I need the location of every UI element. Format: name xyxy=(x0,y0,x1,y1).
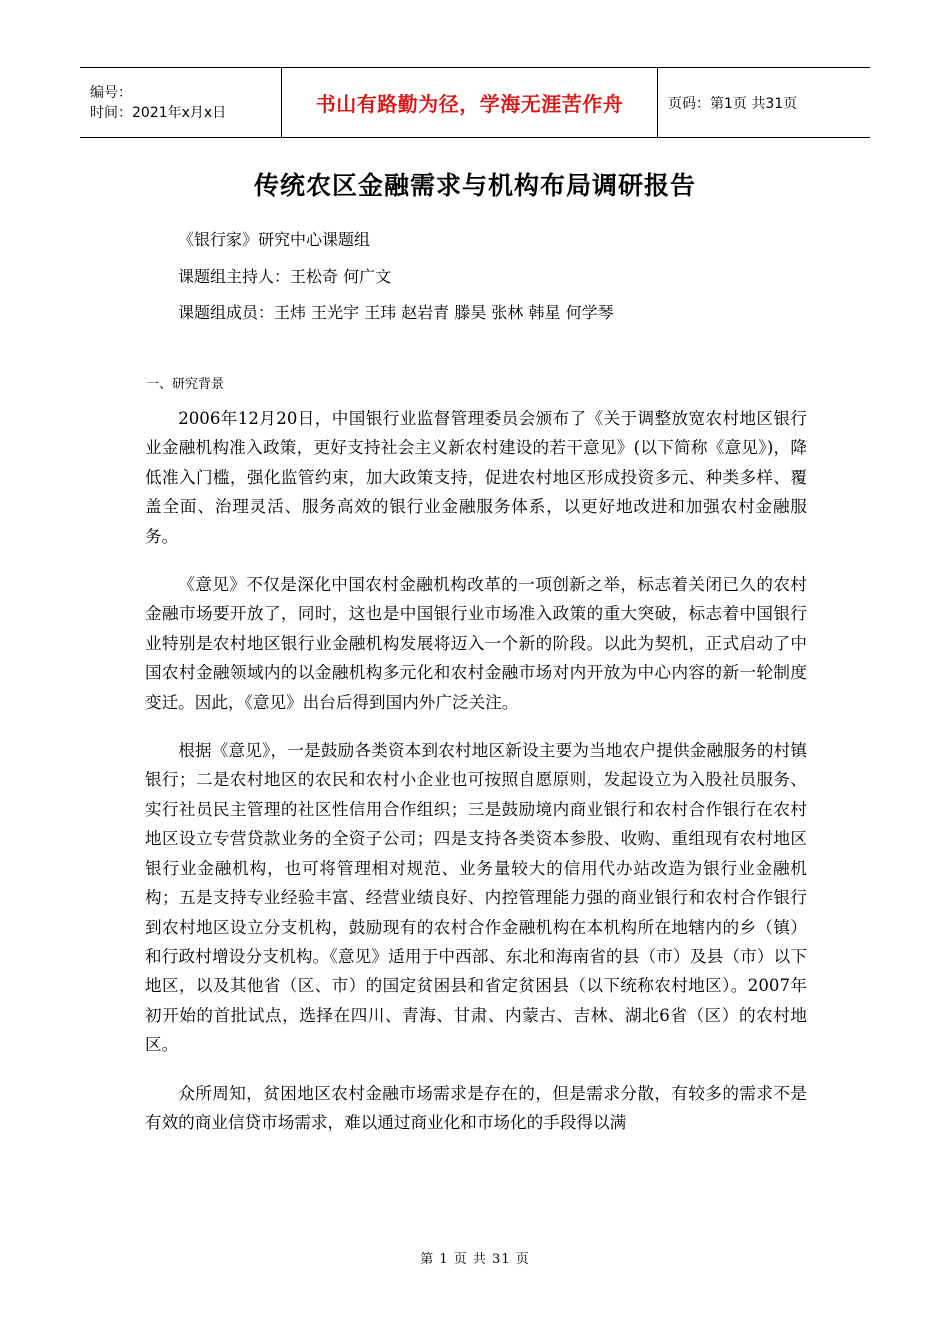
paragraph-1: 2006年12月20日，中国银行业监督管理委员会颁布了《关于调整放宽农村地区银行业金融机构准入政策，更好支持社会主义新农村建设的若干意见》(以下简称《意见》)，降低准入门槛，强化监管约束，加大政策支持，促进农村地区形成投资多元、种类多样、覆盖全面、治理灵活、服务高效的银行业金融服务体系，以更好地改进和加强农村金融服务。 xyxy=(145,409,807,546)
section-heading: 一、研究背景 xyxy=(146,377,225,392)
paragraph-3: 根据《意见》，一是鼓励各类资本到农村地区新设主要为当地农户提供金融服务的村镇银行；二是农村地区的农民和农村小企业也可按照自愿原则，发起设立为入股社员服务、实行社员民主管理的社区性信用合作组织；三是鼓励境内商业银行和农村合作银行在农村地区设立专营贷款业务的全资子公司；四是支持各类资本参股、收购、重组现有农村地区银行业金融机构，也可将管理相对规范、业务量较大的信用代办站改造为银行业金融机构；五是支持专业经验丰富、经营业绩良好、内控管理能力强的商业银行和农村合作银行到农村地区设立分支机构，鼓励现有的农村合作金融机构在本机构所在地辖内的乡（镇）和行政村增设分支机构。《意见》适用于中西部、东北和海南省的县（市）及县（市）以下地区，以及其他省（区、市）的国定贫困县和省定贫困县（以下统称农村地区）。2007年初开始的首批试点，选择在四川、青海、甘肃、内蒙古、吉林、湖北6省（区）的农村地区。 xyxy=(145,741,807,1055)
header-page-cell xyxy=(658,68,870,137)
header-motto-cell xyxy=(282,68,658,137)
page-footer: 第 1 页 共 31 页 xyxy=(420,1252,530,1267)
group-members: 课题组成员：王炜 王光宇 王玮 赵岩青 滕昊 张林 韩星 何学琴 xyxy=(178,303,614,322)
document-body xyxy=(145,404,807,1156)
header-motto: 书山有路勤为径，学海无涯苦作舟 xyxy=(315,92,624,116)
header-page-info: 页码：第1页 共31页 xyxy=(668,95,798,112)
header-info-cell xyxy=(80,68,282,137)
paragraph-2: 《意见》不仅是深化中国农村金融机构改革的一项创新之举，标志着关闭已久的农村金融市场要开放了，同时，这也是中国银行业市场准入政策的重大突破，标志着中国银行业特别是农村地区银行业金融机构发展将迈入一个新的阶段。以此为契机，正式启动了中国农村金融领域内的以金融机构多元化和农村金融市场对内开放为中心内容的新一轮制度变迁。因此，《意见》出台后得到国内外广泛关注。 xyxy=(145,575,807,712)
research-group: 《银行家》研究中心课题组 xyxy=(178,230,371,249)
document-time-label: 时间：2021年x月x日 xyxy=(90,104,227,121)
document-number-label: 编号： xyxy=(90,84,132,101)
document-title: 传统农区金融需求与机构布局调研报告 xyxy=(253,171,696,200)
group-hosts: 课题组主持人：王松奇 何广文 xyxy=(178,267,392,286)
page-header xyxy=(80,67,870,138)
paragraph-4: 众所周知，贫困地区农村金融市场需求是存在的，但是需求分散，有较多的需求不是有效的商业信贷市场需求，难以通过商业化和市场化的手段得以满 xyxy=(145,1083,807,1132)
